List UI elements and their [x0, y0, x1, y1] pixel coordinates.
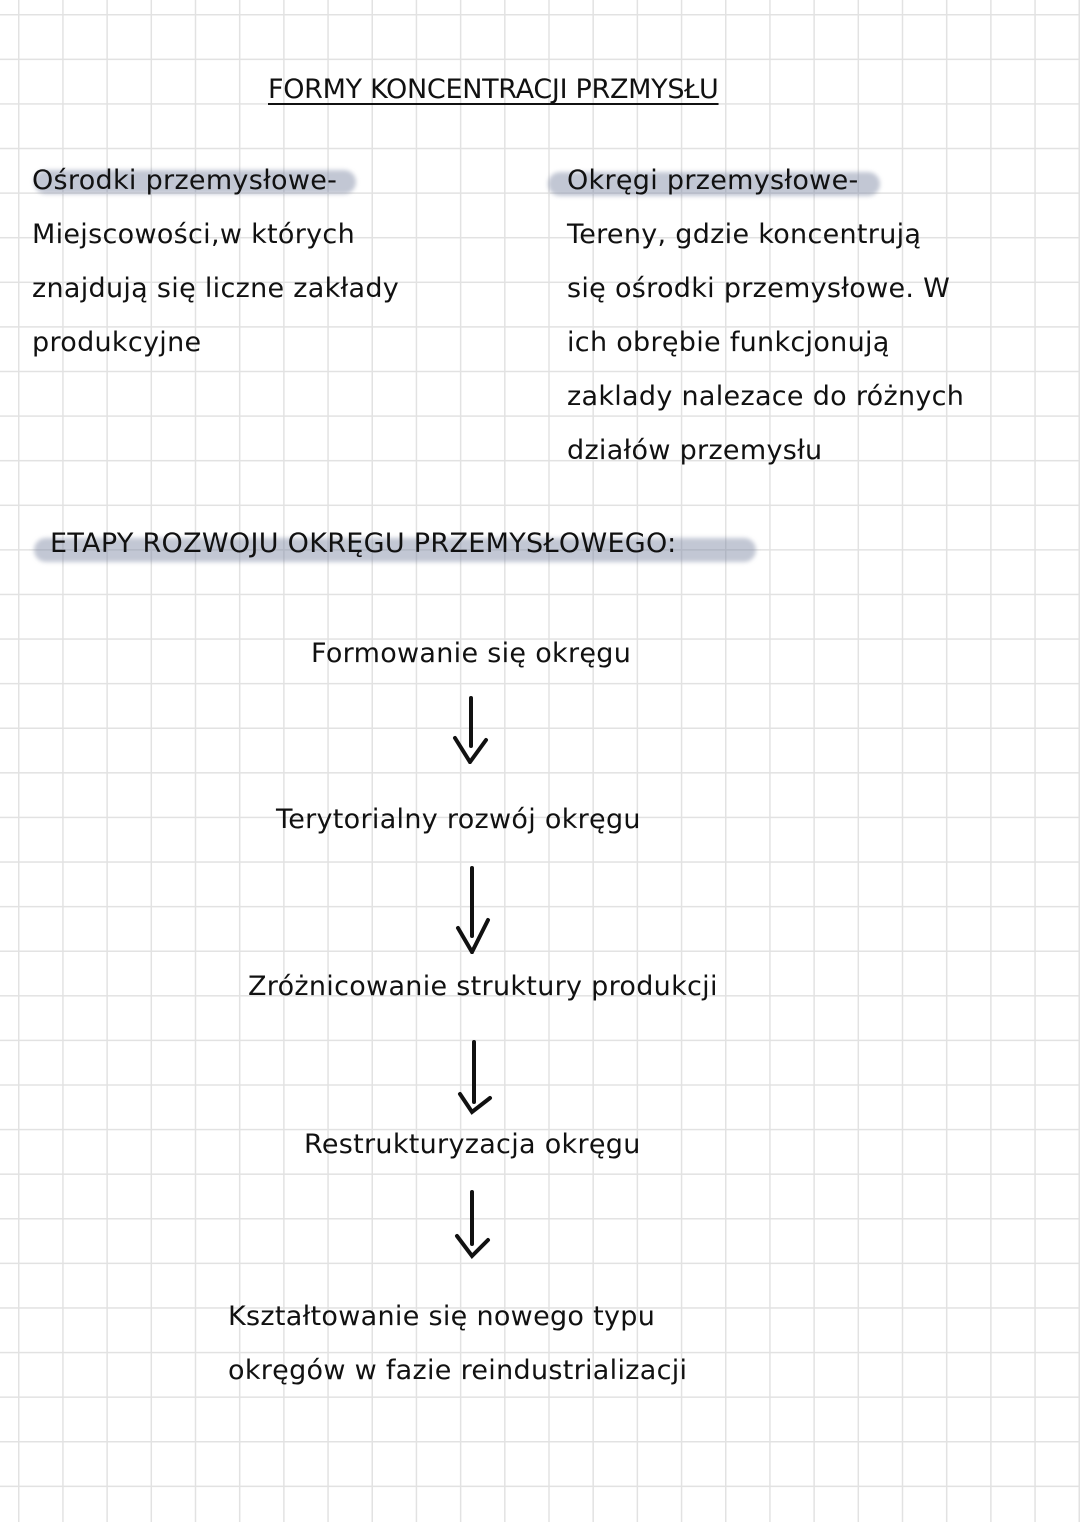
down-arrow-icon	[450, 694, 490, 764]
stage-3: Zróżnicowanie struktury produkcji	[248, 971, 718, 1002]
right-line: ich obrębie funkcjonują	[567, 327, 890, 358]
final-stage-line: Kształtowanie się nowego typu	[228, 1301, 656, 1332]
right-line: Tereny, gdzie koncentrują	[567, 219, 922, 250]
final-stage	[228, 1290, 687, 1398]
stage-1: Formowanie się okręgu	[311, 638, 632, 669]
right-line: się ośrodki przemysłowe. W	[567, 273, 951, 304]
stages-heading: ETAPY ROZWOJU OKRĘGU PRZEMYSŁOWEGO:	[50, 528, 677, 559]
stage-2: Terytorialny rozwój okręgu	[276, 804, 641, 835]
down-arrow-icon	[454, 1038, 494, 1116]
left-column	[32, 154, 399, 370]
final-stage-line: okręgów w fazie reindustrializacji	[228, 1355, 688, 1386]
page-title: FORMY KONCENTRACJI PRZMYSŁU	[268, 74, 719, 105]
left-line: produkcyjne	[32, 327, 202, 358]
right-column	[567, 154, 964, 478]
stage-4: Restrukturyzacja okręgu	[304, 1129, 641, 1160]
down-arrow-icon	[452, 864, 492, 954]
down-arrow-icon	[452, 1188, 492, 1260]
right-heading: Okręgi przemysłowe-	[567, 165, 859, 196]
right-line: zaklady nalezace do różnych	[567, 381, 965, 412]
left-line: Miejscowości,w których	[32, 219, 355, 250]
right-line: działów przemysłu	[567, 435, 823, 466]
left-line: znajdują się liczne zakłady	[32, 273, 400, 304]
left-heading: Ośrodki przemysłowe-	[32, 165, 338, 196]
